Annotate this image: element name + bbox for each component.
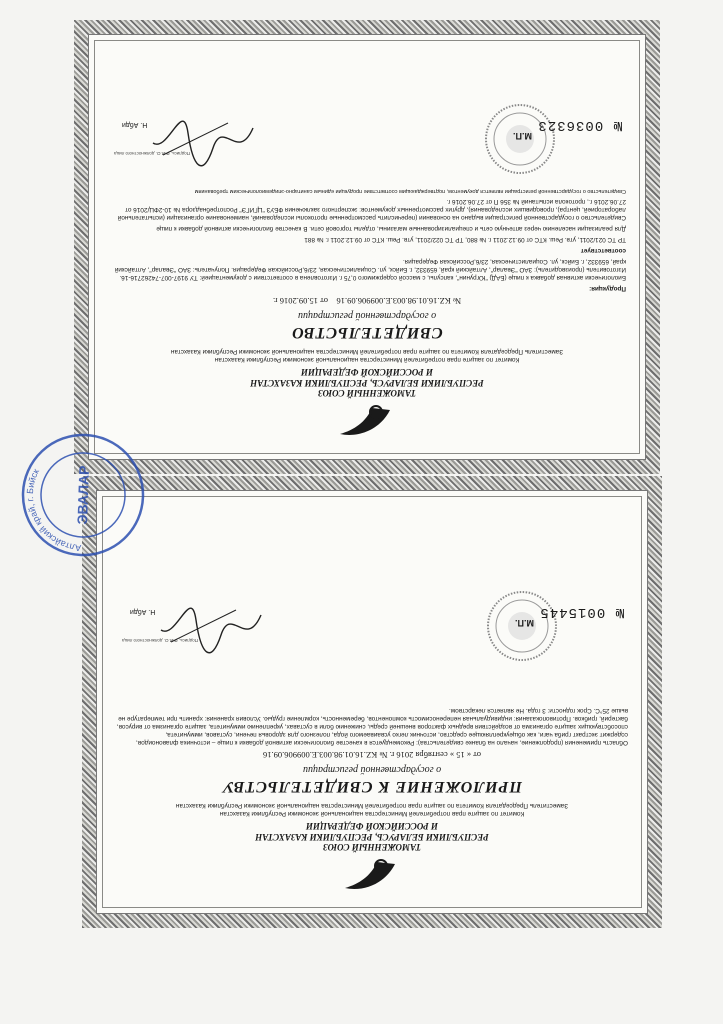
product-description: Биологически активная добавка к пище (БАД) "Югрунин", капсулы, с массой содержимого 0,75 г. Изготовлена в соответствии с документацией: ТУ 9197-007-74262716-16. Изготовитель (производитель): ЗАО "Эвалар", Алтайский край, 659332, г. Бийск, ул. Социалистическая, 23/6,Российская Федерация. Получатель: ЗАО "Эвалар", Алтайский край, 659332, г. Бийск, ул. Социалистическая, 23/6,Российская Федерация. (114, 257, 626, 281)
org-header-line-2: РЕСПУБЛИКИ БЕЛАРУСЬ, РЕСПУБЛИКИ КАЗАХСТАН (255, 831, 489, 842)
issuing-authority: Комитет по защите прав потребителей Министерства национальной экономики Республики Казахстан (214, 355, 520, 363)
footer-note: Свидетельство о государственной регистрации является документом, подтверждающим соответствие продукции единым санитарно-эпидемиологическим требованиям (194, 187, 626, 194)
org-header (116, 821, 628, 852)
deputy-line: Заместитель Председателя Комитета по защите прав потребителей Министерства национальной экономики Республики Казахстан (170, 347, 564, 355)
certificate-number: № KZ.16.01.98.003.E.009906.09.16 (336, 295, 462, 306)
customs-union-emblem-icon (332, 398, 402, 448)
org-header-line-3: И РОССИЙСКОЙ ФЕДЕРАЦИИ (305, 821, 439, 832)
mp-label: М.П. (515, 617, 534, 628)
org-header-line-1: ТАМОЖЕННЫЙ СОЮЗ (323, 842, 421, 852)
signer-label: Подпись, Ф.И.О. должностного лица (122, 637, 198, 643)
signer-label: Подпись, Ф.И.О. должностного лица (114, 151, 190, 157)
appendix-page (82, 476, 662, 928)
signature-block (108, 99, 626, 179)
usage-text: Для реализации населению через аптечную сеть и специализированные магазины, отделы торговой сети. В качестве биологически активной добавки к пище (156, 224, 626, 232)
document-subtitle: о государственной регистрации (297, 309, 437, 321)
product-label: Продукция: (589, 284, 626, 292)
customs-union-emblem-icon (337, 852, 407, 902)
appendix-date-line: от « 15 » сентября 2016 г. № KZ.16.01.98.003.E.009906.09.16 (262, 749, 482, 760)
stamp-center-text: ЭВАЛАР (73, 465, 93, 525)
document-subtitle: о государственной регистрации (302, 763, 442, 775)
certificate-date: от 15.09.2016 г. (272, 295, 328, 306)
conformity-label: соответствует (580, 246, 626, 254)
certificate-content (108, 46, 626, 448)
basis-text: Свидетельство о государственной регистрации выдано на основании (перечислить рассмотренные протоколы исследований, наименование организации (испытательной лабораторией, центра), проводивших исследования), других рассмотренных документов: экспертного заключения ФБУЗ "ЦГИГЭ" Роспотребнадзора № 10-2ФЦ/2016 от 27.06.2016 г., протокола испытаний № 356 П от 27.06.2016 г. (117, 197, 626, 221)
deputy-line: Заместитель Председателя Комитета по защите прав потребителей Министерства национальной экономики Республики Казахстан (175, 801, 569, 809)
handwritten-signature (148, 113, 258, 173)
document-title: СВИДЕТЕЛЬСТВО (291, 323, 443, 341)
mp-label: М.П. (513, 131, 532, 142)
serial-number: № 0015445 (539, 603, 624, 620)
signer-name: Н. Абди (122, 121, 148, 129)
conformity-text: ТР ТС 021/2011, утв. Реш. КТС от 09.12.2011 г. № 880, ТР ТС 022/2011, утв. Реш. КТС от 09.12.2011 г. № 881 (304, 235, 626, 243)
org-header-line-2: РЕСПУБЛИКИ БЕЛАРУСЬ, РЕСПУБЛИКИ КАЗАХСТАН (250, 377, 484, 388)
org-header (108, 367, 626, 398)
org-header-line-3: И РОССИЙСКОЙ ФЕДЕРАЦИИ (300, 367, 434, 378)
org-header-line-1: ТАМОЖЕННЫЙ СОЮЗ (318, 388, 416, 398)
issuing-authority: Комитет по защите прав потребителей Министерства национальной экономики Республики Казахстан (219, 809, 525, 817)
serial-number: № 0036323 (537, 117, 622, 134)
company-stamp-icon (16, 428, 150, 562)
stamp-ring-text: Алтайский край, г. Бийск (24, 467, 82, 554)
signer-name: Н. Абди (130, 607, 156, 615)
scope-text: Область применения (продолжение, начало на бланке свидетельства): Рекомендуется в качестве биологически активной добавки к пище – источника флавоноидов, содержит экстракт гриба чаги, как общеукрепляющее средство, источник легко усваиваемого йода, полезного для здоровья печени, суставов, иммунитета, способствующих защите организма от воздействия вредных факторов внешней среды, снижению боли в суставах, укреплению иммунитета, защите организма от вирусов, бактерий, грибков. Противопоказания: индивидуальная непереносимость компонентов, беременность, кормление грудью. Условия хранения: хранить при температуре не выше 25°С. Срок годности: 3 года. Не является лекарством. (116, 706, 628, 746)
appendix-content (116, 502, 628, 902)
signature-block (116, 586, 628, 666)
document-title: ПРИЛОЖЕНИЕ К СВИДЕТЕЛЬСТВУ (222, 777, 522, 795)
certificate-page (74, 20, 660, 474)
handwritten-signature (156, 600, 266, 660)
